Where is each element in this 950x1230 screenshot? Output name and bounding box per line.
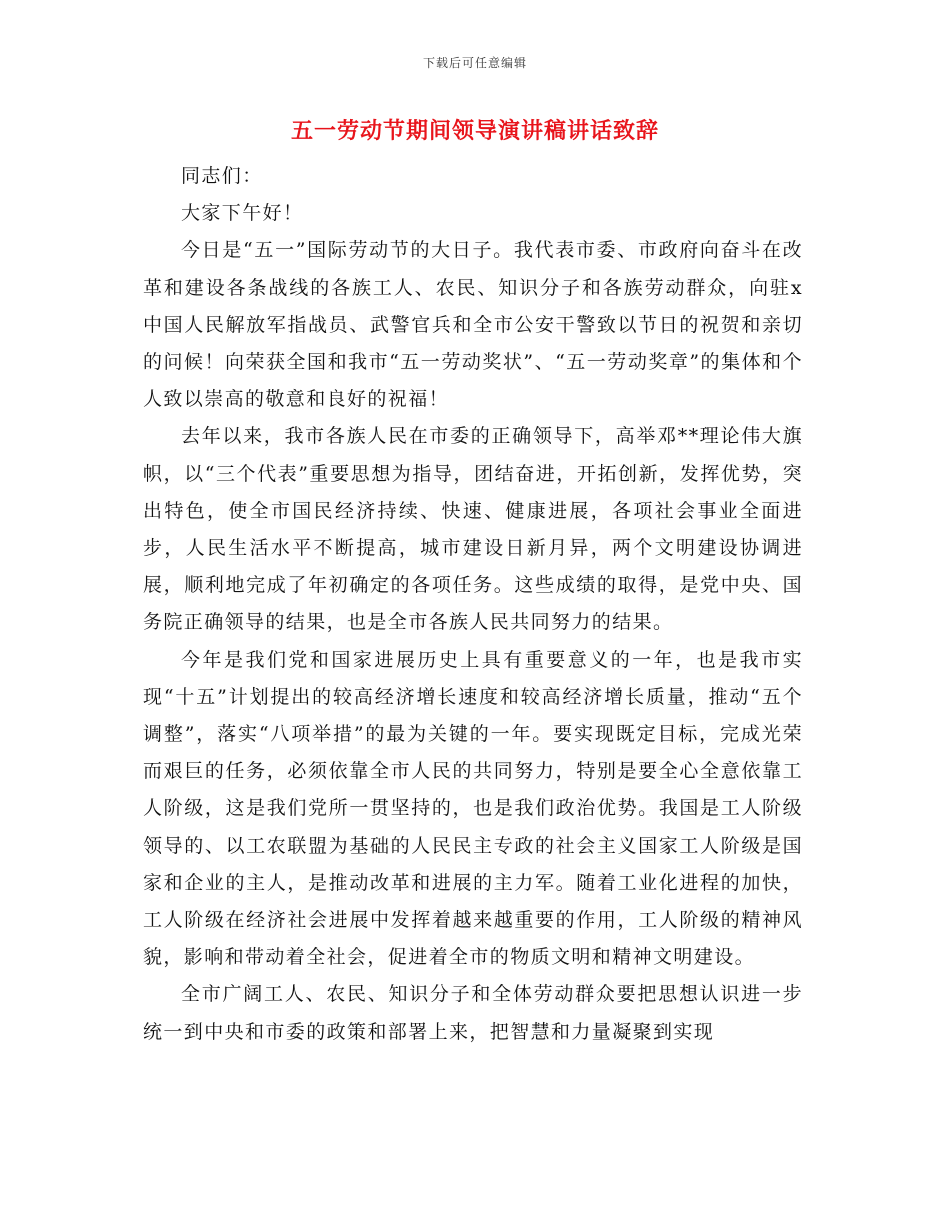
paragraph-3: 今年是我们党和国家进展历史上具有重要意义的一年，也是我市实现“十五”计划提出的较高经济增长速度和较高经济增长质量，推动“五个调整”，落实“八项举措”的最为关键的一年。要实现既定目标，完成光荣而艰巨的任务，必须依靠全市人民的共同努力，特别是要全心全意依靠工人阶级，这是我们党所一贯坚持的，也是我们政治优势。我国是工人阶级领导的、以工农联盟为基础的人民民主专政的社会主义国家工人阶级是国家和企业的主人，是推动改革和进展的主力军。随着工业化进程的加快，工人阶级在经济社会进展中发挥着越来越重要的作用，工人阶级的精神风貌，影响和带动着全社会，促进着全市的物质文明和精神文明建设。 bbox=[143, 648, 803, 969]
document-title: 五一劳动节期间领导演讲稿讲话致辞 bbox=[290, 118, 659, 144]
header-note: 下载后可任意编辑 bbox=[422, 56, 527, 70]
paragraph-greeting: 大家下午好！ bbox=[181, 202, 304, 225]
paragraph-2: 去年以来，我市各族人民在市委的正确领导下，高举邓**理论伟大旗帜，以“三个代表”重要思想为指导，团结奋进，开拓创新，发挥优势，突出特色，使全市国民经济持续、快速、健康进展，各项社会事业全面进步，人民生活水平不断提高，城市建设日新月异，两个文明建设协调进展，顺利地完成了年初确定的各项任务。这些成绩的取得，是党中央、国务院正确领导的结果，也是全市各族人民共同努力的结果。 bbox=[143, 425, 803, 634]
document-body bbox=[143, 158, 803, 1051]
paragraph-1: 今日是“五一”国际劳动节的大日子。我代表市委、市政府向奋斗在改革和建设各条战线的各族工人、农民、知识分子和各族劳动群众，向驻x中国人民解放军指战员、武警官兵和全市公安干警致以节日的祝贺和亲切的问候！向荣获全国和我市“五一劳动奖状”、“五一劳动奖章”的集体和个人致以崇高的敬意和良好的祝福！ bbox=[143, 239, 803, 411]
paragraph-4: 全市广阔工人、农民、知识分子和全体劳动群众要把思想认识进一步统一到中央和市委的政策和部署上来，把智慧和力量凝聚到实现 bbox=[143, 983, 803, 1043]
paragraph-salutation: 同志们： bbox=[181, 165, 263, 187]
